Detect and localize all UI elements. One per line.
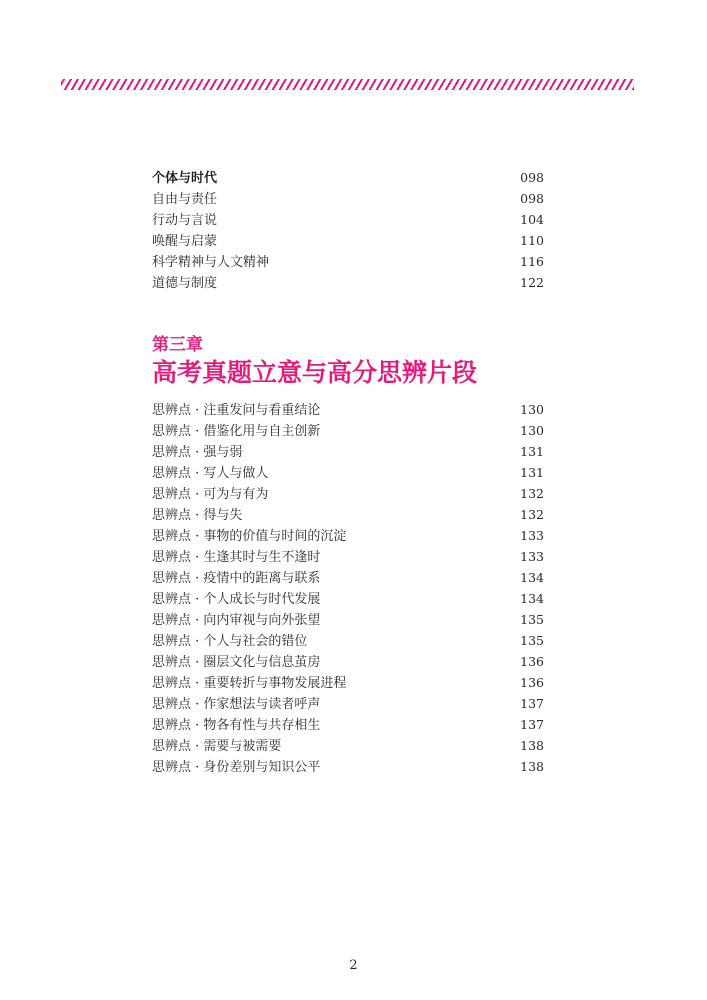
toc-heading-page: 098 <box>520 170 544 185</box>
toc-entry-title: 思辨点 · 需要与被需要 <box>152 739 282 754</box>
toc-entry-page: 116 <box>520 254 544 269</box>
toc-entry[interactable] <box>152 735 544 756</box>
toc-entry-page: 122 <box>520 275 544 290</box>
toc-entry-page: 133 <box>520 528 544 543</box>
toc-entry-page: 110 <box>520 233 544 248</box>
toc-entry-title: 思辨点 · 写人与做人 <box>152 466 269 481</box>
toc-entry-page: 135 <box>520 633 544 648</box>
toc-entry-page: 104 <box>520 212 544 227</box>
toc-entry[interactable] <box>152 399 544 420</box>
toc-heading-row[interactable] <box>152 167 544 188</box>
toc-entry-page: 130 <box>520 402 544 417</box>
chapter-title: 高考真题立意与高分思辨片段 <box>152 358 478 387</box>
page-number: 2 <box>349 958 358 973</box>
toc-entry-title: 思辨点 · 物各有性与共存相生 <box>152 718 321 733</box>
toc-heading-title: 个体与时代 <box>152 171 218 186</box>
toc-entry[interactable] <box>152 188 544 209</box>
toc-entry-page: 136 <box>520 675 544 690</box>
toc-entry-title: 思辨点 · 作家想法与读者呼声 <box>152 697 321 712</box>
toc-entry-title: 思辨点 · 强与弱 <box>152 445 243 460</box>
toc-entry-title: 思辨点 · 生逢其时与生不逢时 <box>152 550 321 565</box>
toc-section-chapter-three <box>152 399 544 777</box>
toc-entry-page: 136 <box>520 654 544 669</box>
toc-entry[interactable] <box>152 693 544 714</box>
toc-entry-title: 道德与制度 <box>152 276 218 291</box>
toc-entry[interactable] <box>152 251 544 272</box>
toc-entry-title: 思辨点 · 个人成长与时代发展 <box>152 592 321 607</box>
toc-entry-title: 科学精神与人文精神 <box>152 255 270 270</box>
toc-entry-title: 思辨点 · 借鉴化用与自主创新 <box>152 424 321 439</box>
toc-entry[interactable] <box>152 546 544 567</box>
toc-entry[interactable] <box>152 504 544 525</box>
toc-entry-title: 思辨点 · 可为与有为 <box>152 487 269 502</box>
toc-entry-page: 132 <box>520 507 544 522</box>
toc-entry-page: 134 <box>520 591 544 606</box>
toc-entry-title: 思辨点 · 事物的价值与时间的沉淀 <box>152 529 347 544</box>
toc-entry-title: 思辨点 · 注重发问与看重结论 <box>152 403 321 418</box>
toc-entry[interactable] <box>152 714 544 735</box>
chapter-label: 第三章 <box>152 335 203 355</box>
toc-entry[interactable] <box>152 483 544 504</box>
toc-entry-title: 思辨点 · 身份差别与知识公平 <box>152 760 321 775</box>
toc-entry-title: 唤醒与启蒙 <box>152 234 218 249</box>
toc-entry-page: 138 <box>520 759 544 774</box>
toc-entry-page: 132 <box>520 486 544 501</box>
toc-entry-page: 138 <box>520 738 544 753</box>
toc-entry-page: 137 <box>520 717 544 732</box>
toc-entry[interactable] <box>152 630 544 651</box>
toc-entry-title: 自由与责任 <box>152 192 218 207</box>
toc-entry-page: 098 <box>520 191 544 206</box>
toc-entry-title: 思辨点 · 得与失 <box>152 508 243 523</box>
toc-entry[interactable] <box>152 588 544 609</box>
toc-entry-page: 131 <box>520 465 544 480</box>
toc-entry-page: 137 <box>520 696 544 711</box>
toc-entry[interactable] <box>152 672 544 693</box>
toc-entry[interactable] <box>152 441 544 462</box>
toc-entry[interactable] <box>152 272 544 293</box>
toc-entry-title: 行动与言说 <box>152 213 218 228</box>
toc-entry[interactable] <box>152 209 544 230</box>
chapter-heading <box>152 334 544 390</box>
toc-entry-title: 思辨点 · 重要转折与事物发展进程 <box>152 676 347 691</box>
toc-entry[interactable] <box>152 525 544 546</box>
toc-entry[interactable] <box>152 651 544 672</box>
toc-entry-page: 135 <box>520 612 544 627</box>
toc-entry[interactable] <box>152 567 544 588</box>
toc-entry[interactable] <box>152 609 544 630</box>
toc-entry-title: 思辨点 · 个人与社会的错位 <box>152 634 308 649</box>
toc-entry[interactable] <box>152 230 544 251</box>
toc-entry-title: 思辨点 · 疫情中的距离与联系 <box>152 571 321 586</box>
decorative-stripe-band <box>61 79 634 90</box>
toc-section-individual-and-era <box>152 167 544 293</box>
toc-entry-page: 134 <box>520 570 544 585</box>
toc-entry-title: 思辨点 · 圈层文化与信息茧房 <box>152 655 321 670</box>
toc-entry-page: 130 <box>520 423 544 438</box>
toc-entry-title: 思辨点 · 向内审视与向外张望 <box>152 613 321 628</box>
toc-entry-page: 131 <box>520 444 544 459</box>
toc-entry-page: 133 <box>520 549 544 564</box>
toc-entry[interactable] <box>152 462 544 483</box>
toc-entry[interactable] <box>152 756 544 777</box>
toc-entry[interactable] <box>152 420 544 441</box>
